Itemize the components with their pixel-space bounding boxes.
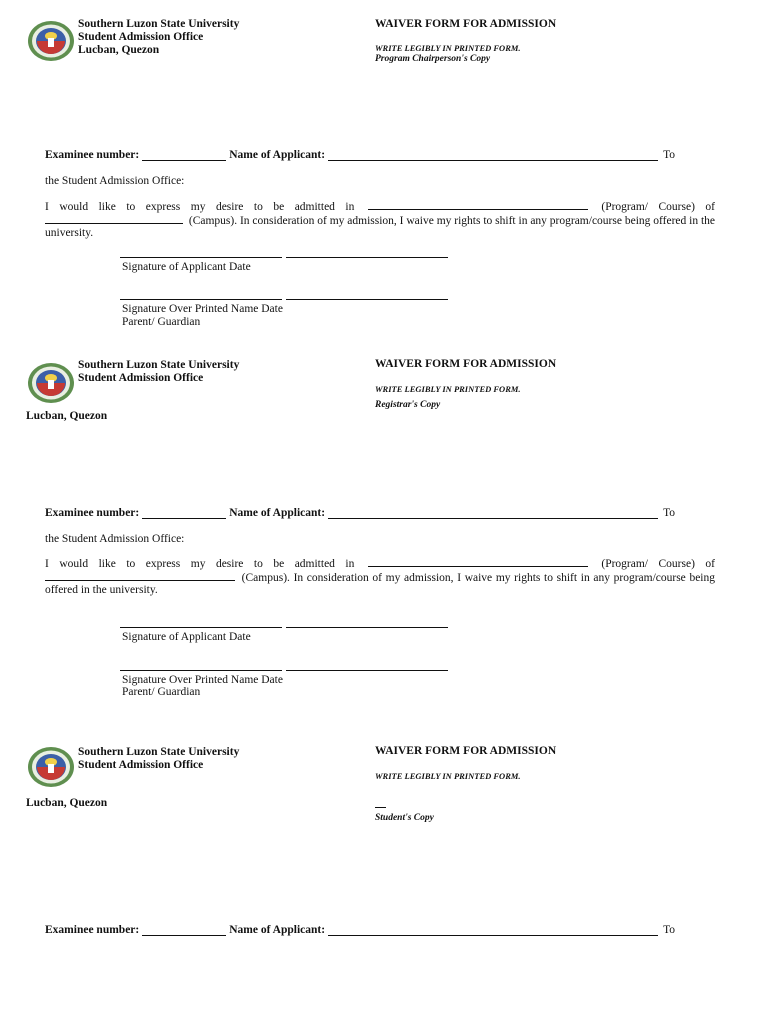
parent-signature-line[interactable]: [120, 299, 282, 300]
form-title: WAIVER FORM FOR ADMISSION: [375, 18, 557, 30]
instruction: WRITE LEGIBLY IN PRINTED FORM.: [375, 771, 521, 781]
examinee-number-label: Examinee number:: [45, 149, 140, 161]
program-field[interactable]: [368, 557, 588, 567]
instruction: WRITE LEGIBLY IN PRINTED FORM.: [375, 43, 521, 53]
to-label: To: [663, 507, 676, 519]
applicant-signature-line[interactable]: [120, 257, 282, 258]
statement-part2: (Program/ Course) of: [601, 558, 715, 570]
to-label: To: [663, 149, 676, 161]
university-header: [78, 746, 239, 772]
statement-part2: (Program/ Course) of: [601, 201, 715, 213]
waiver-statement: [45, 557, 715, 597]
office-name: Student Admission Office: [78, 759, 204, 771]
location: Lucban, Quezon: [26, 410, 108, 422]
university-header: [78, 359, 239, 385]
parent-date-line[interactable]: [286, 299, 448, 300]
waiver-statement: [45, 200, 715, 240]
examinee-number-field[interactable]: [142, 508, 226, 519]
instruction: WRITE LEGIBLY IN PRINTED FORM.: [375, 384, 521, 394]
copy-label: Student's Copy: [375, 813, 434, 823]
applicant-info-row: [45, 924, 695, 936]
office-name: Student Admission Office: [78, 372, 204, 384]
applicant-date-line[interactable]: [286, 257, 448, 258]
examinee-number-label: Examinee number:: [45, 924, 140, 936]
to-label: To: [663, 924, 676, 936]
location: Lucban, Quezon: [26, 797, 108, 809]
blank-line: [375, 807, 386, 808]
applicant-date-line[interactable]: [286, 627, 448, 628]
copy-label: Program Chairperson's Copy: [375, 54, 491, 64]
parent-signature-line[interactable]: [120, 670, 282, 671]
form-title: WAIVER FORM FOR ADMISSION: [375, 745, 557, 757]
university-name: Southern Luzon State University: [78, 359, 240, 371]
program-field[interactable]: [368, 200, 588, 210]
examinee-number-field[interactable]: [142, 925, 226, 936]
applicant-signature-label: Signature of Applicant Date: [122, 631, 251, 643]
applicant-name-label: Name of Applicant:: [229, 924, 326, 936]
location: Lucban, Quezon: [78, 44, 160, 56]
campus-field[interactable]: [45, 571, 235, 581]
applicant-info-row: [45, 507, 695, 519]
parent-signature-label: Signature Over Printed Name Date: [122, 303, 283, 315]
university-seal-icon: [27, 746, 75, 788]
applicant-signature-line[interactable]: [120, 627, 282, 628]
examinee-number-field[interactable]: [142, 150, 226, 161]
applicant-name-field[interactable]: [328, 508, 658, 519]
statement-part3: (Campus). In consideration of my admission, I waive my rights to shift in any program/course being offered in the university.: [45, 571, 716, 596]
statement-part1: I would like to express my desire to be admitted in: [45, 558, 355, 570]
examinee-number-label: Examinee number:: [45, 507, 140, 519]
salutation: the Student Admission Office:: [45, 533, 185, 545]
copy-label: Registrar's Copy: [375, 400, 441, 410]
applicant-info-row: [45, 149, 695, 161]
university-name: Southern Luzon State University: [78, 746, 240, 758]
statement-part3: (Campus). In consideration of my admission, I waive my rights to shift in any program/course being offered in the university.: [45, 214, 715, 239]
applicant-signature-label: Signature of Applicant Date: [122, 261, 251, 273]
form-title: WAIVER FORM FOR ADMISSION: [375, 358, 557, 370]
university-header: [78, 18, 239, 57]
campus-field[interactable]: [45, 214, 183, 224]
parent-role-label: Parent/ Guardian: [122, 316, 201, 328]
university-seal-icon: [27, 20, 75, 62]
parent-role-label: Parent/ Guardian: [122, 686, 201, 698]
office-name: Student Admission Office: [78, 31, 204, 43]
statement-part1: I would like to express my desire to be admitted in: [45, 201, 355, 213]
applicant-name-label: Name of Applicant:: [229, 507, 326, 519]
university-seal-icon: [27, 362, 75, 404]
salutation: the Student Admission Office:: [45, 175, 185, 187]
applicant-name-field[interactable]: [328, 150, 658, 161]
applicant-name-field[interactable]: [328, 925, 658, 936]
parent-signature-label: Signature Over Printed Name Date: [122, 674, 283, 686]
university-name: Southern Luzon State University: [78, 18, 240, 30]
parent-date-line[interactable]: [286, 670, 448, 671]
applicant-name-label: Name of Applicant:: [229, 149, 326, 161]
